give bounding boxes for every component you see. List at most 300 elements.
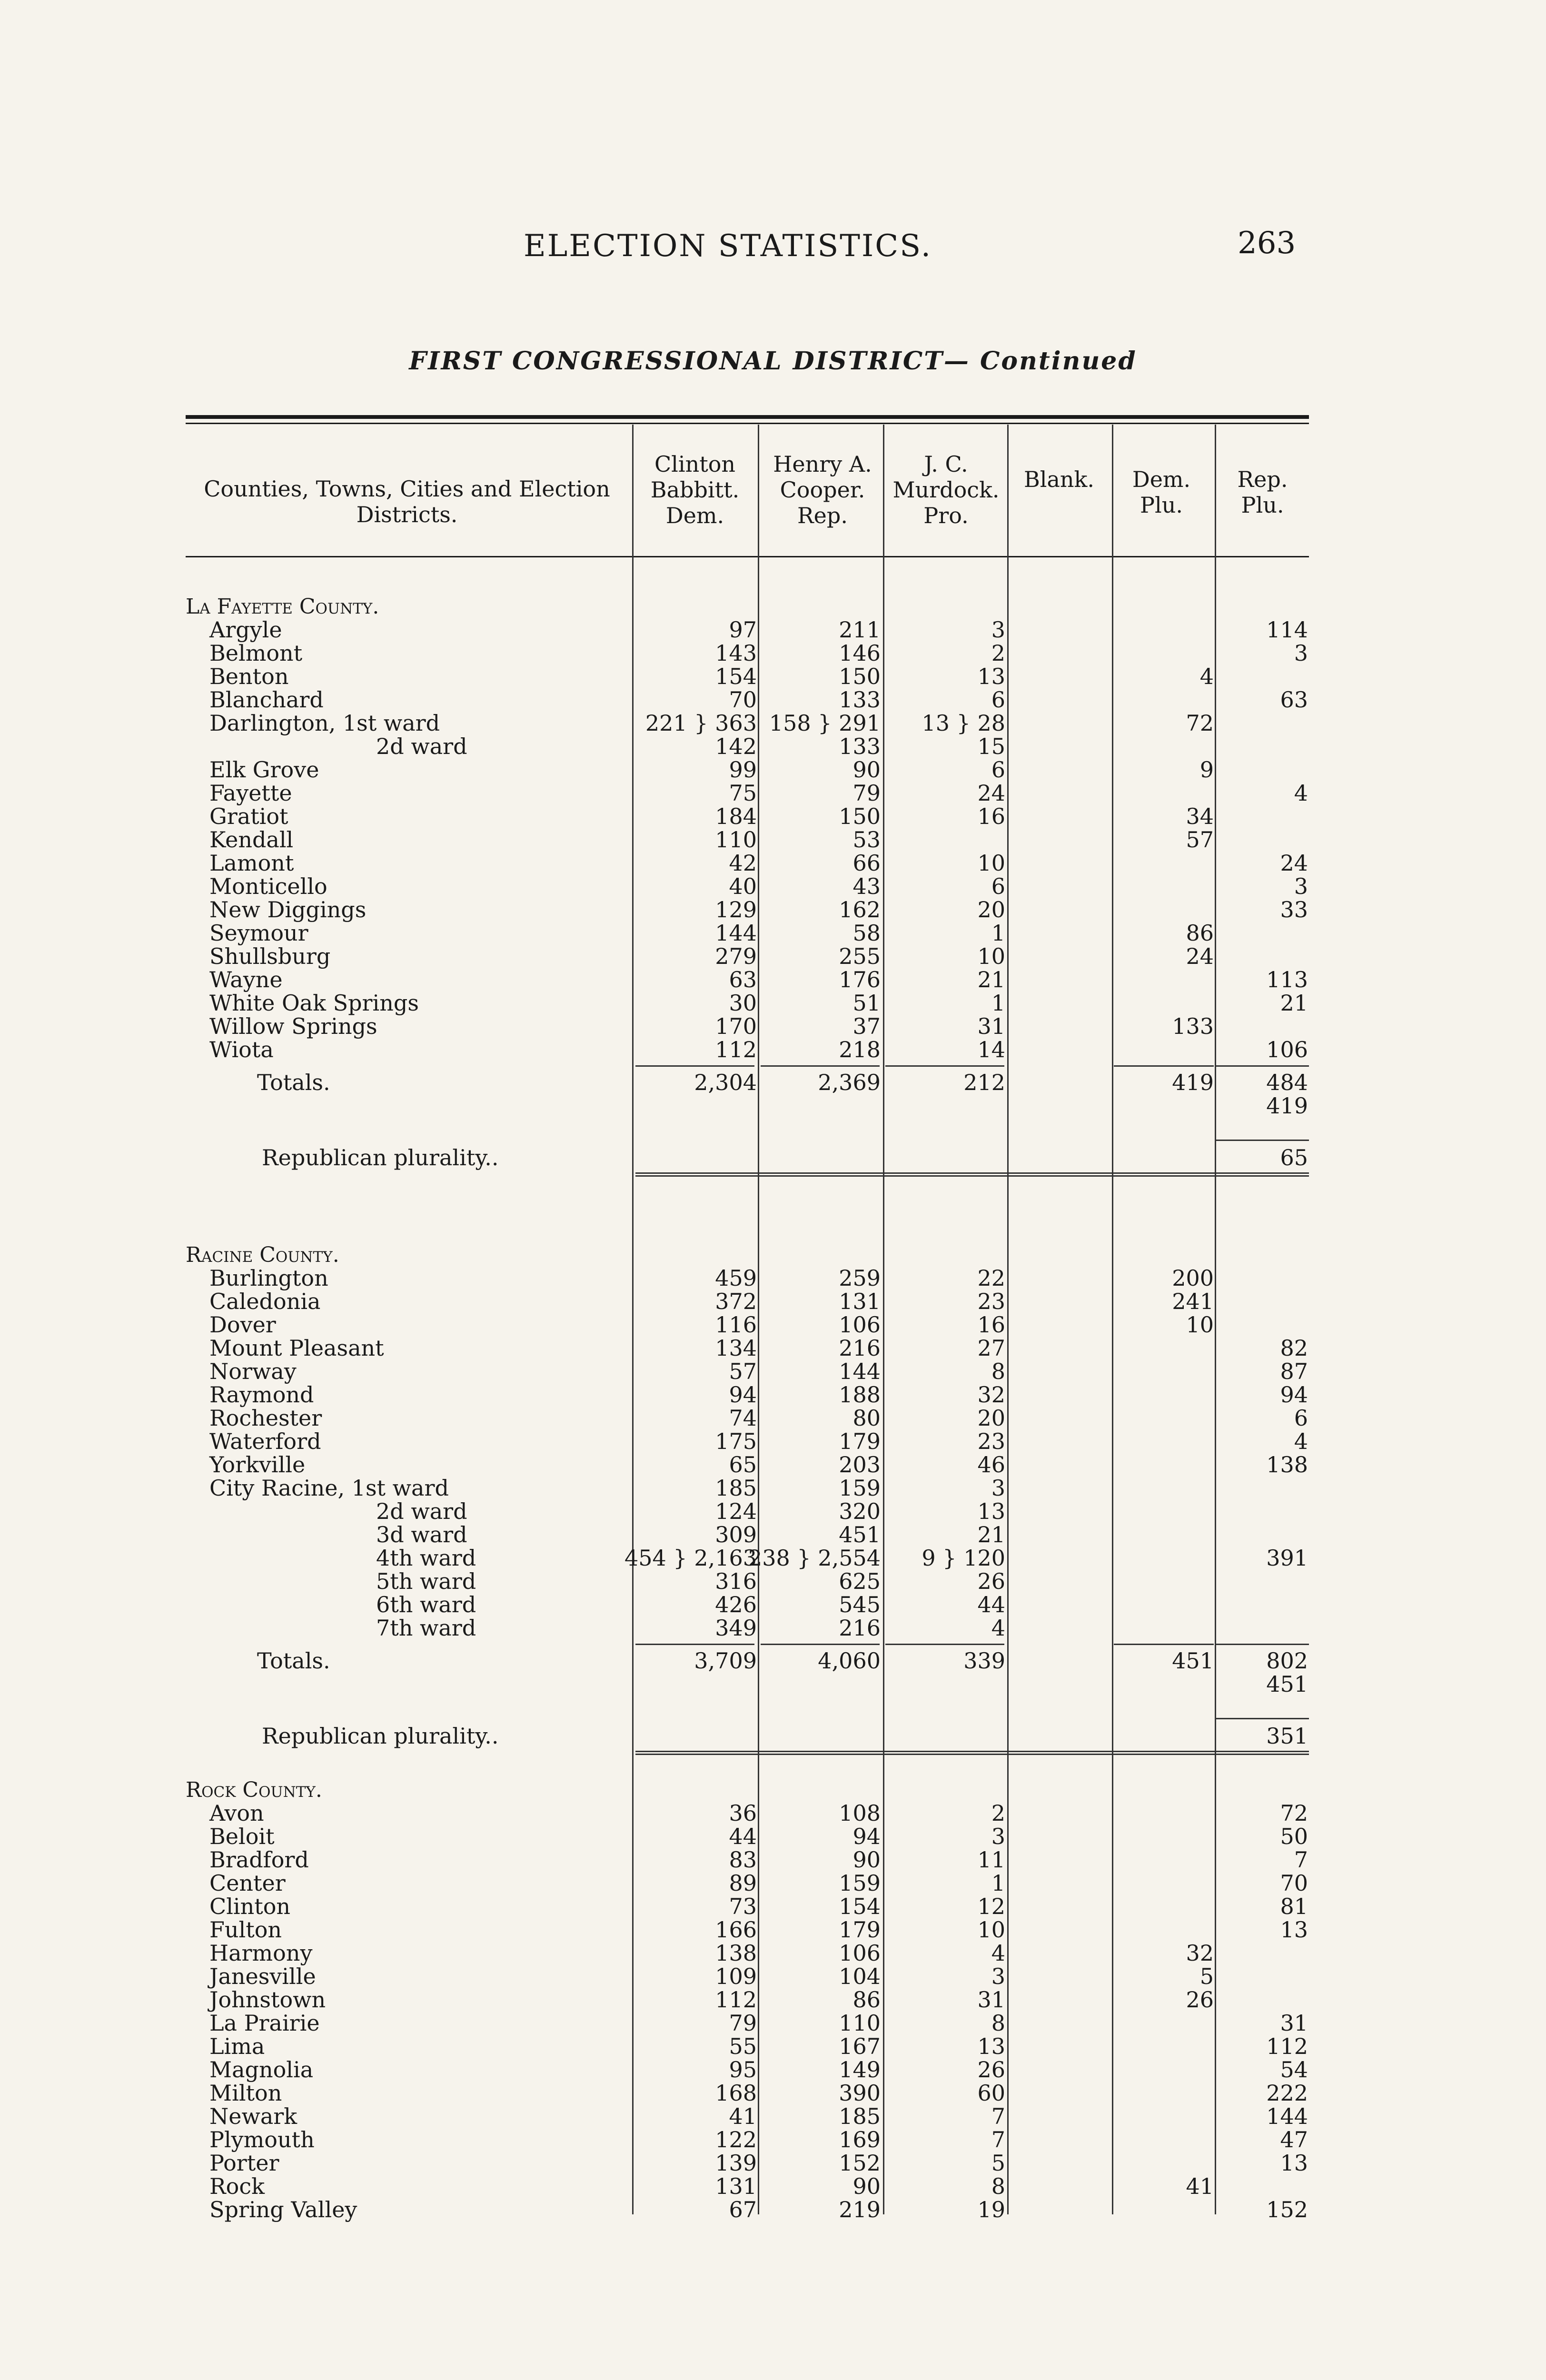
row-label: Elk Grove	[209, 757, 319, 783]
table-row	[186, 1407, 1309, 1430]
cell-p: 20	[977, 897, 1005, 922]
cell-d: 309	[715, 1522, 757, 1547]
cell-p: 8	[991, 1359, 1005, 1384]
totals-rule	[1114, 1644, 1214, 1645]
row-label: Harmony	[209, 1940, 313, 1966]
cell-d: 134	[715, 1335, 757, 1361]
cell-d: 74	[729, 1405, 757, 1431]
cell-d: 170	[715, 1013, 757, 1039]
cell-d: 36	[729, 1800, 757, 1826]
cell-r: 162	[839, 897, 881, 922]
cell-d: 2,304	[694, 1070, 757, 1095]
cell-d: 116	[715, 1312, 757, 1338]
cell-d: 279	[715, 943, 757, 969]
cell-r: 149	[839, 2057, 881, 2082]
column-header-pro	[885, 451, 1007, 528]
cell-p: 31	[977, 1013, 1005, 1039]
county-name: Rock County.	[186, 1778, 322, 1802]
row-label: Rock	[209, 2173, 265, 2199]
cell-p: 3	[991, 1964, 1005, 1989]
row-label: Janesville	[209, 1964, 316, 1989]
plurality-row	[186, 1725, 1309, 1748]
row-label: 7th ward	[376, 1615, 476, 1641]
row-label: Waterford	[209, 1428, 321, 1454]
cell-dp: 24	[1186, 943, 1214, 969]
table-row	[186, 1015, 1309, 1038]
cell-d: 124	[715, 1498, 757, 1524]
column-header-rep	[761, 451, 884, 528]
cell-rp: 484	[1266, 1070, 1308, 1095]
cell-p: 23	[977, 1428, 1005, 1454]
row-label: Lima	[209, 2033, 265, 2059]
table-row	[186, 898, 1309, 922]
cell-d: 40	[729, 873, 757, 899]
cell-d: 138	[715, 1940, 757, 1966]
plurality-label: Republican plurality..	[262, 1723, 499, 1749]
row-label: Wayne	[209, 967, 283, 992]
cell-r: 255	[839, 943, 881, 969]
row-label: Raymond	[209, 1382, 314, 1408]
cell-d: 99	[729, 757, 757, 783]
cell-r: 51	[852, 990, 881, 1016]
cell-d: 185	[715, 1475, 757, 1501]
cell-p: 22	[977, 1265, 1005, 1291]
cell-d: 65	[729, 1452, 757, 1478]
row-label: Fulton	[209, 1917, 282, 1943]
cell-rp: 114	[1266, 617, 1308, 643]
cell-r: 133	[839, 687, 881, 713]
cell-d: 57	[729, 1359, 757, 1384]
table-row	[186, 735, 1309, 758]
cell-r: 4,060	[818, 1648, 881, 1674]
cell-dp: 133	[1172, 1013, 1214, 1039]
cell-p: 1	[991, 990, 1005, 1016]
table-row	[186, 1965, 1309, 1988]
cell-r: 94	[852, 1824, 881, 1849]
cell-r: 390	[839, 2080, 881, 2106]
table-row	[186, 1942, 1309, 1965]
cell-r: 159	[839, 1870, 881, 1896]
row-label: White Oak Springs	[209, 990, 419, 1016]
cell-dp: 57	[1186, 827, 1214, 853]
cell-r: 146	[839, 640, 881, 666]
table-row	[186, 782, 1309, 805]
row-label: Wiota	[209, 1037, 274, 1062]
header-bottom-rule	[186, 556, 1309, 557]
cell-rp: 451	[1266, 1671, 1308, 1697]
county-header	[186, 595, 1309, 618]
row-label: Porter	[209, 2150, 279, 2176]
cell-d: 112	[715, 1037, 757, 1062]
cell-p: 10	[977, 850, 1005, 876]
cell-d: 55	[729, 2033, 757, 2059]
cell-d: 110	[715, 827, 757, 853]
cell-r: 150	[839, 803, 881, 829]
section-subtitle: FIRST CONGRESSIONAL DISTRICT— Continued	[409, 347, 1137, 376]
cell-rp: 113	[1266, 967, 1308, 992]
cell-rp: 50	[1280, 1824, 1308, 1849]
table-row	[186, 1593, 1309, 1616]
row-label: Bradford	[209, 1847, 309, 1873]
cell-r: 154	[839, 1894, 881, 1919]
table-row	[186, 1848, 1309, 1872]
plurality-label: Republican plurality..	[262, 1145, 499, 1170]
table-row	[186, 1547, 1309, 1570]
page-header	[0, 228, 1546, 267]
column-header-blank	[1009, 466, 1109, 492]
table-row	[186, 2035, 1309, 2058]
table-row	[186, 1477, 1309, 1500]
cell-d: 144	[715, 920, 757, 946]
cell-p: 44	[977, 1592, 1005, 1617]
table-row	[186, 1895, 1309, 1918]
row-label: 2d ward	[376, 734, 467, 759]
section-double-rule	[635, 1172, 1309, 1177]
cell-p: 13	[977, 2033, 1005, 2059]
row-label: 3d ward	[376, 1522, 467, 1547]
cell-r: 451	[839, 1522, 881, 1547]
cell-d: 97	[729, 617, 757, 643]
cell-p: 32	[977, 1382, 1005, 1408]
row-label: Lamont	[209, 850, 294, 876]
row-label: Plymouth	[209, 2127, 315, 2152]
cell-rp: 351	[1266, 1723, 1308, 1749]
cell-r: 104	[839, 1964, 881, 1989]
top-rule-thick	[186, 415, 1309, 419]
cell-dp: 5	[1199, 1964, 1214, 1989]
cell-r: 53	[852, 827, 881, 853]
table-row	[186, 618, 1309, 642]
table-row	[186, 1337, 1309, 1360]
cell-r: 218	[839, 1037, 881, 1062]
cell-r: 43	[852, 873, 881, 899]
cell-p: 4	[991, 1615, 1005, 1641]
cell-rp: 94	[1280, 1382, 1308, 1408]
cell-r: 2,369	[818, 1070, 881, 1095]
cell-dp: 10	[1186, 1312, 1214, 1338]
row-label: City Racine, 1st ward	[209, 1475, 449, 1501]
cell-r: 158 } 291	[769, 710, 881, 736]
cell-d: 184	[715, 803, 757, 829]
cell-p: 6	[991, 757, 1005, 783]
cell-d: 459	[715, 1265, 757, 1291]
cell-rp: 63	[1280, 687, 1308, 713]
row-label: Center	[209, 1870, 286, 1896]
totals-rule	[761, 1644, 880, 1645]
column-header-rep-text: Henry A. Cooper. Rep.	[773, 451, 872, 528]
row-label: New Diggings	[209, 897, 367, 922]
section-double-rule	[635, 1751, 1309, 1755]
cell-p: 16	[977, 1312, 1005, 1338]
row-label: Johnstown	[209, 1987, 326, 2013]
row-label: Mount Pleasant	[209, 1335, 384, 1361]
column-header-dem	[635, 451, 754, 528]
cell-rp: 13	[1280, 2150, 1308, 2176]
row-label: Argyle	[209, 617, 282, 643]
totals-rule	[635, 1644, 754, 1645]
cell-d: 168	[715, 2080, 757, 2106]
cell-p: 26	[977, 2057, 1005, 2082]
table-row	[186, 712, 1309, 735]
cell-p: 6	[991, 873, 1005, 899]
totals-row-2	[186, 1673, 1309, 1696]
column-header-name-text: Counties, Towns, Cities and Election Districts.	[204, 476, 610, 527]
cell-rp: 81	[1280, 1894, 1308, 1919]
page-title: ELECTION STATISTICS.	[524, 228, 932, 264]
cell-p: 21	[977, 967, 1005, 992]
cell-p: 23	[977, 1289, 1005, 1314]
cell-p: 20	[977, 1405, 1005, 1431]
column-header-rep-plu	[1216, 466, 1309, 518]
cell-r: 167	[839, 2033, 881, 2059]
row-label: Kendall	[209, 827, 294, 853]
cell-rp: 222	[1266, 2080, 1308, 2106]
cell-d: 109	[715, 1964, 757, 1989]
table-row	[186, 1453, 1309, 1477]
cell-r: 90	[852, 1847, 881, 1873]
totals-rule	[885, 1644, 1004, 1645]
cell-d: 67	[729, 2197, 757, 2222]
column-header-dem-plu-text: Dem. Plu.	[1132, 466, 1191, 518]
cell-d: 139	[715, 2150, 757, 2176]
cell-rp: 13	[1280, 1917, 1308, 1943]
row-label: Willow Springs	[209, 1013, 377, 1039]
table-row	[186, 1267, 1309, 1290]
row-label: Blanchard	[209, 687, 324, 713]
row-label: Burlington	[209, 1265, 328, 1291]
cell-p: 10	[977, 1917, 1005, 1943]
cell-dp: 32	[1186, 1940, 1214, 1966]
cell-rp: 82	[1280, 1335, 1308, 1361]
column-header-pro-text: J. C. Murdock. Pro.	[892, 451, 1000, 528]
cell-d: 95	[729, 2057, 757, 2082]
cell-r: 144	[839, 1359, 881, 1384]
totals-rule	[635, 1065, 754, 1067]
cell-d: 316	[715, 1568, 757, 1594]
table-row	[186, 688, 1309, 712]
cell-p: 31	[977, 1987, 1005, 2013]
cell-p: 19	[977, 2197, 1005, 2222]
cell-r: 259	[839, 1265, 881, 1291]
cell-r: 179	[839, 1917, 881, 1943]
cell-r: 216	[839, 1335, 881, 1361]
cell-d: 131	[715, 2173, 757, 2199]
cell-d: 3,709	[694, 1648, 757, 1674]
cell-p: 2	[991, 640, 1005, 666]
cell-rp: 54	[1280, 2057, 1308, 2082]
cell-r: 106	[839, 1312, 881, 1338]
county-header	[186, 1243, 1309, 1267]
cell-p: 8	[991, 2010, 1005, 2036]
cell-rp: 70	[1280, 1870, 1308, 1896]
row-label: Newark	[209, 2103, 297, 2129]
column-header-blank-text: Blank.	[1023, 466, 1095, 492]
cell-rp: 87	[1280, 1359, 1308, 1384]
cell-p: 1	[991, 920, 1005, 946]
cell-rp: 7	[1294, 1847, 1308, 1873]
cell-p: 3	[991, 1475, 1005, 1501]
cell-d: 79	[729, 2010, 757, 2036]
row-label: Seymour	[209, 920, 308, 946]
row-label: Belmont	[209, 640, 303, 666]
cell-r: 90	[852, 2173, 881, 2199]
cell-r: 219	[839, 2197, 881, 2222]
totals-label: Totals.	[257, 1648, 330, 1674]
cell-p: 6	[991, 687, 1005, 713]
cell-r: 37	[852, 1013, 881, 1039]
cell-dp: 86	[1186, 920, 1214, 946]
cell-rp: 152	[1266, 2197, 1308, 2222]
row-label: Norway	[209, 1359, 297, 1384]
row-label: Gratiot	[209, 803, 288, 829]
cell-p: 10	[977, 943, 1005, 969]
cell-p: 16	[977, 803, 1005, 829]
cell-dp: 4	[1199, 664, 1214, 689]
cell-d: 166	[715, 1917, 757, 1943]
cell-p: 24	[977, 780, 1005, 806]
cell-r: 150	[839, 664, 881, 689]
cell-dp: 41	[1186, 2173, 1214, 2199]
totals-row	[186, 1071, 1309, 1094]
table-row	[186, 1616, 1309, 1640]
table-row	[186, 2128, 1309, 2152]
table-row	[186, 1313, 1309, 1337]
row-label: Clinton	[209, 1894, 291, 1919]
table-row	[186, 1872, 1309, 1895]
cell-r: 131	[839, 1289, 881, 1314]
cell-rp: 24	[1280, 850, 1308, 876]
table-row	[186, 2082, 1309, 2105]
table-row	[186, 758, 1309, 782]
cell-r: 90	[852, 757, 881, 783]
row-label: Dover	[209, 1312, 276, 1338]
row-label: Magnolia	[209, 2057, 314, 2082]
cell-r: 216	[839, 1615, 881, 1641]
row-label: Spring Valley	[209, 2197, 357, 2222]
cell-p: 4	[991, 1940, 1005, 1966]
cell-r: 108	[839, 1800, 881, 1826]
cell-r: 545	[839, 1592, 881, 1617]
table-row	[186, 1500, 1309, 1523]
cell-d: 129	[715, 897, 757, 922]
cell-p: 1	[991, 1870, 1005, 1896]
totals-label: Totals.	[257, 1070, 330, 1095]
cell-p: 212	[963, 1070, 1005, 1095]
cell-d: 175	[715, 1428, 757, 1454]
row-label: 2d ward	[376, 1498, 467, 1524]
table-row	[186, 922, 1309, 945]
table-row	[186, 1918, 1309, 1942]
row-label: Beloit	[209, 1824, 275, 1849]
row-label: Yorkville	[209, 1452, 306, 1478]
row-label: Darlington, 1st ward	[209, 710, 440, 736]
totals-row	[186, 1649, 1309, 1673]
cell-rp: 3	[1294, 873, 1308, 899]
table-row	[186, 828, 1309, 852]
table-row	[186, 968, 1309, 992]
county-name: La Fayette County.	[186, 595, 379, 619]
column-header-dem-plu	[1114, 466, 1209, 518]
table-row	[186, 2105, 1309, 2128]
table-row	[186, 805, 1309, 828]
cell-p: 14	[977, 1037, 1005, 1062]
cell-p: 60	[977, 2080, 1005, 2106]
cell-p: 3	[991, 1824, 1005, 1849]
cell-r: 185	[839, 2103, 881, 2129]
cell-dp: 200	[1172, 1265, 1214, 1291]
cell-r: 188	[839, 1382, 881, 1408]
plurality-rule	[1216, 1140, 1309, 1141]
cell-rp: 21	[1280, 990, 1308, 1016]
row-label: Rochester	[209, 1405, 322, 1431]
cell-d: 42	[729, 850, 757, 876]
totals-rule	[1216, 1065, 1309, 1067]
cell-p: 27	[977, 1335, 1005, 1361]
column-header-name	[186, 476, 628, 527]
cell-d: 94	[729, 1382, 757, 1408]
cell-rp: 47	[1280, 2127, 1308, 2152]
row-label: 5th ward	[376, 1568, 476, 1594]
cell-rp: 33	[1280, 897, 1308, 922]
table-row	[186, 1383, 1309, 1407]
table-row	[186, 2175, 1309, 2198]
cell-p: 13	[977, 664, 1005, 689]
cell-p: 7	[991, 2103, 1005, 2129]
cell-d: 221 } 363	[645, 710, 757, 736]
cell-rp: 112	[1266, 2033, 1308, 2059]
table-row	[186, 2152, 1309, 2175]
cell-rp: 802	[1266, 1648, 1308, 1674]
cell-dp: 72	[1186, 710, 1214, 736]
column-header-dem-text: Clinton Babbitt. Dem.	[650, 451, 740, 528]
cell-r: 159	[839, 1475, 881, 1501]
cell-d: 122	[715, 2127, 757, 2152]
table-row	[186, 1523, 1309, 1547]
cell-r: 86	[852, 1987, 881, 2013]
cell-d: 112	[715, 1987, 757, 2013]
row-label: Fayette	[209, 780, 292, 806]
cell-d: 41	[729, 2103, 757, 2129]
table-row	[186, 852, 1309, 875]
table-row	[186, 875, 1309, 898]
cell-d: 426	[715, 1592, 757, 1617]
cell-d: 372	[715, 1289, 757, 1314]
cell-r: 106	[839, 1940, 881, 1966]
cell-d: 349	[715, 1615, 757, 1641]
totals-row-2	[186, 1094, 1309, 1118]
cell-r: 80	[852, 1405, 881, 1431]
plurality-rule	[1216, 1718, 1309, 1719]
cell-dp: 34	[1186, 803, 1214, 829]
cell-p: 13	[977, 1498, 1005, 1524]
cell-rp: 106	[1266, 1037, 1308, 1062]
table-row	[186, 1570, 1309, 1593]
table-row	[186, 1038, 1309, 1061]
cell-d: 63	[729, 967, 757, 992]
cell-d: 75	[729, 780, 757, 806]
cell-p: 339	[963, 1648, 1005, 1674]
cell-d: 70	[729, 687, 757, 713]
cell-p: 3	[991, 617, 1005, 643]
row-label: Milton	[209, 2080, 282, 2106]
cell-r: 110	[839, 2010, 881, 2036]
totals-rule	[1114, 1065, 1214, 1067]
cell-d: 89	[729, 1870, 757, 1896]
table-row	[186, 1988, 1309, 2012]
top-rule-thin	[186, 423, 1309, 424]
column-header-rep-plu-text: Rep. Plu.	[1237, 466, 1288, 518]
table-row	[186, 2198, 1309, 2221]
